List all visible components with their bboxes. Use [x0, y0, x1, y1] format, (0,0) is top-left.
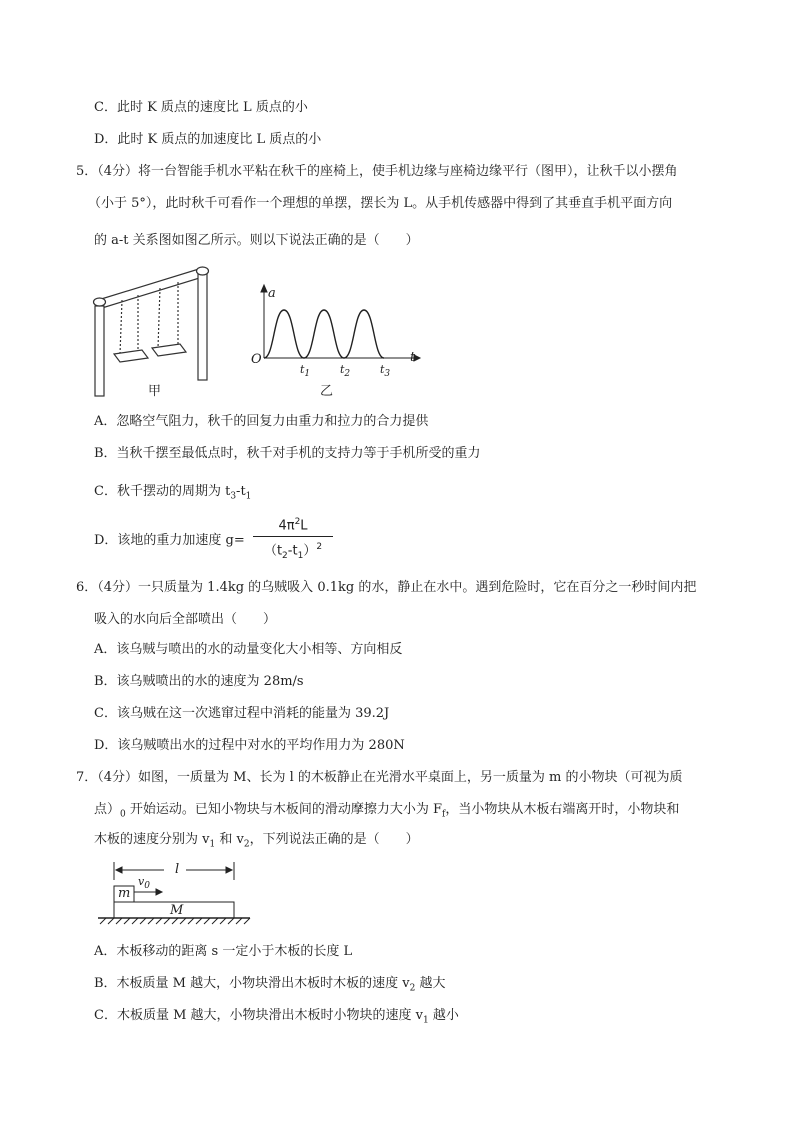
q6-option-c: C．该乌贼在这一次逃窜过程中消耗的能量为 39.2J [94, 706, 390, 721]
axis-origin-label: O [251, 352, 262, 367]
prev-option-c: C．此时 K 质点的速度比 L 质点的小 [94, 100, 308, 115]
q7-option-b: B．木板质量 M 越大，小物块滑出木板时木板的速度 $v_2$ 越大 [94, 976, 446, 994]
q7-stem-line3: 木板的速度分别为 $v_1$ 和 $v_2$，下列说法正确的是（ ） [94, 832, 419, 850]
axis-t-label: t [410, 350, 416, 365]
q6-option-d: D．该乌贼喷出水的过程中对水的平均作用力为 280N [94, 738, 405, 753]
q7-stem-line2: 点）$_0$ 开始运动。已知小物块与木板间的滑动摩擦力大小为 $F_f$，当小物块从木板右端离开时，小物块和 [94, 802, 680, 820]
q5-option-b: B．当秋千摆至最低点时，秋千对手机的支持力等于手机所受的重力 [94, 446, 481, 461]
tick-t2-label: $t_2$ [340, 363, 351, 380]
q7-option-a: A．木板移动的距离 s 一定小于木板的长度 L [94, 944, 353, 959]
figure-board-M-label: M [170, 903, 184, 918]
q6-option-b: B．该乌贼喷出的水的速度为 28m/s [94, 674, 304, 689]
tick-t3-label: $t_3$ [380, 363, 391, 380]
figure-yi-label: 乙 [320, 384, 334, 399]
q6-stem-line2: 吸入的水向后全部喷出（ ） [94, 612, 277, 627]
q5-stem-line1: 5．（4分）将一台智能手机水平粘在秋千的座椅上，使手机边缘与座椅边缘平行（图甲），让秋千以小摆角 [76, 164, 678, 179]
fraction-denominator: $(t_2-t_1)^2$ [263, 542, 323, 562]
q5-option-d-prefix: D．该地的重力加速度 g= [94, 533, 245, 548]
figure-jia-label: 甲 [148, 384, 162, 399]
gravity-fraction [253, 514, 333, 564]
prev-option-d: D．此时 K 质点的加速度比 L 质点的小 [94, 132, 322, 147]
figure-block-m-label: m [118, 886, 131, 901]
q5-stem-line2: （小于 5°），此时秋千可看作一个理想的单摆，摆长为 L。从手机传感器中得到了其垂直手机平面方向 [88, 196, 673, 211]
q6-option-a: A．该乌贼与喷出的水的动量变化大小相等、方向相反 [94, 642, 403, 657]
swing-set-figure [88, 262, 218, 402]
q6-stem-line1: 6．（4分）一只质量为 1.4kg 的乌贼吸入 0.1kg 的水，静止在水中。遇到危险时，它在百分之一秒时间内把 [76, 580, 697, 595]
fraction-numerator: $4\pi^2L$ [278, 517, 308, 534]
figure-velocity-label: $v_0$ [138, 875, 150, 892]
q7-stem-line1: 7．（4分）如图，一质量为 M、长为 l 的木板静止在光滑水平桌面上，另一质量为 m 的小物块（可视为质 [76, 770, 683, 785]
axis-a-label: a [268, 286, 276, 301]
q5-option-c: C．秋千摆动的周期为 $t_3-t_1$ [94, 484, 252, 502]
q5-stem-line3: 的 a-t 关系图如图乙所示。则以下说法正确的是（ ） [94, 233, 419, 248]
q7-option-c: C．木板质量 M 越大，小物块滑出木板时小物块的速度 $v_1$ 越小 [94, 1008, 459, 1026]
tick-t1-label: $t_1$ [300, 363, 311, 380]
q5-option-a: A．忽略空气阻力，秋千的回复力由重力和拉力的合力提供 [94, 414, 429, 429]
figure-length-label: l [175, 862, 180, 877]
fraction-bar [253, 536, 333, 537]
